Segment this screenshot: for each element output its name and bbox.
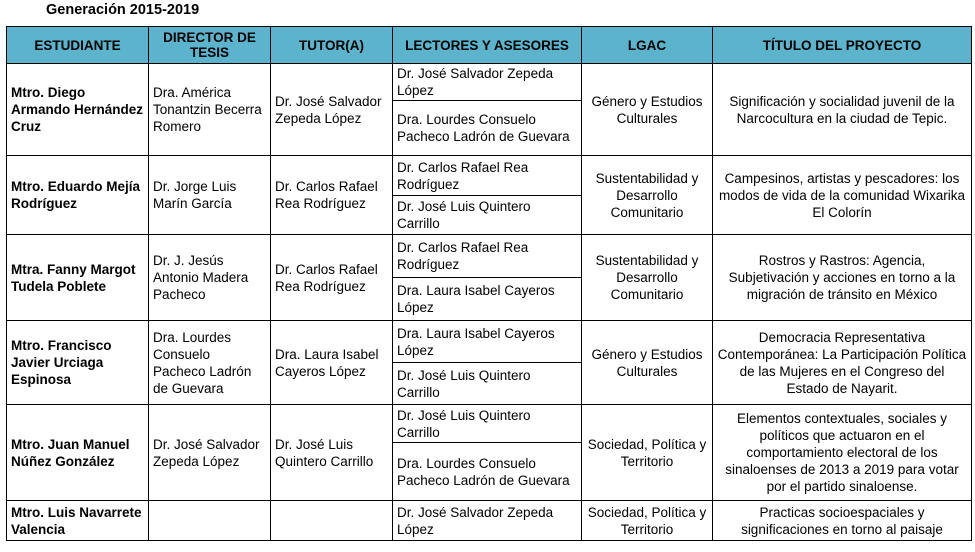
reader: Dra. Laura Isabel Cayeros López bbox=[393, 321, 582, 363]
tutor: Dr. José Luis Quintero Carrillo bbox=[271, 405, 393, 501]
thesis-director: Dra. Lourdes Consuelo Pacheco Ladrón de Guevara bbox=[149, 321, 271, 405]
table-row bbox=[7, 501, 972, 541]
project-title: Rostros y Rastros: Agencia, Subjetivación y acciones en torno a la migración de tránsito en México bbox=[713, 235, 972, 321]
student-name: Mtra. Fanny Margot Tudela Poblete bbox=[7, 235, 149, 321]
thesis-director bbox=[149, 501, 271, 541]
lgac: Género y Estudios Culturales bbox=[582, 321, 713, 405]
generation-title: Generación 2015-2019 bbox=[46, 2, 200, 18]
reader: Dr. José Salvador Zepeda López bbox=[393, 64, 582, 101]
thesis-director: Dr. J. Jesús Antonio Madera Pacheco bbox=[149, 235, 271, 321]
table-row bbox=[7, 321, 972, 363]
reader: Dra. Laura Isabel Cayeros López bbox=[393, 278, 582, 321]
student-name: Mtro. Diego Armando Hernández Cruz bbox=[7, 64, 149, 156]
reader: Dr. José Luis Quintero Carrillo bbox=[393, 405, 582, 443]
reader: Dr. Carlos Rafael Rea Rodríguez bbox=[393, 235, 582, 278]
student-name: Mtro. Luis Navarrete Valencia bbox=[7, 501, 149, 541]
project-title: Elementos contextuales, sociales y políticos que actuaron en el comportamiento electoral de los sinaloenses de 2013 a 2019 para votar por el partido sinaloense. bbox=[713, 405, 972, 501]
reader: Dr. José Luis Quintero Carrillo bbox=[393, 363, 582, 405]
table-row bbox=[7, 156, 972, 196]
table-row bbox=[7, 405, 972, 443]
header-lgac: LGAC bbox=[582, 27, 713, 64]
tutor: Dr. José Salvador Zepeda López bbox=[271, 64, 393, 156]
tutor: Dra. Laura Isabel Cayeros López bbox=[271, 321, 393, 405]
lgac: Sustentabilidad y Desarrollo Comunitario bbox=[582, 235, 713, 321]
lgac: Sustentabilidad y Desarrollo Comunitario bbox=[582, 156, 713, 235]
lgac: Sociedad, Política y Territorio bbox=[582, 405, 713, 501]
header-readers: LECTORES Y ASESORES bbox=[393, 27, 582, 64]
thesis-director: Dr. José Salvador Zepeda López bbox=[149, 405, 271, 501]
reader: Dr. José Luis Quintero Carrillo bbox=[393, 196, 582, 235]
reader: Dra. Lourdes Consuelo Pacheco Ladrón de Guevara bbox=[393, 101, 582, 156]
reader: Dr. Carlos Rafael Rea Rodríguez bbox=[393, 156, 582, 196]
student-name: Mtro. Francisco Javier Urciaga Espinosa bbox=[7, 321, 149, 405]
table-row bbox=[7, 235, 972, 278]
project-title: Campesinos, artistas y pescadores: los modos de vida de la comunidad Wixarika El Colorín bbox=[713, 156, 972, 235]
header-tutor: TUTOR(A) bbox=[271, 27, 393, 64]
table-row bbox=[7, 64, 972, 101]
tutor bbox=[271, 501, 393, 541]
project-title: Practicas socioespaciales y significaciones en torno al paisaje bbox=[713, 501, 972, 541]
thesis-director: Dra. América Tonantzin Becerra Romero bbox=[149, 64, 271, 156]
header-student: ESTUDIANTE bbox=[7, 27, 149, 64]
reader: Dra. Lourdes Consuelo Pacheco Ladrón de Guevara bbox=[393, 443, 582, 501]
student-name: Mtro. Eduardo Mejía Rodríguez bbox=[7, 156, 149, 235]
student-name: Mtro. Juan Manuel Núñez González bbox=[7, 405, 149, 501]
header-row bbox=[7, 27, 972, 64]
tutor: Dr. Carlos Rafael Rea Rodríguez bbox=[271, 156, 393, 235]
lgac: Género y Estudios Culturales bbox=[582, 64, 713, 156]
reader: Dr. José Salvador Zepeda López bbox=[393, 501, 582, 541]
header-project: TÍTULO DEL PROYECTO bbox=[713, 27, 972, 64]
tutor: Dr. Carlos Rafael Rea Rodríguez bbox=[271, 235, 393, 321]
project-title: Significación y socialidad juvenil de la Narcocultura en la ciudad de Tepic. bbox=[713, 64, 972, 156]
project-title: Democracia Representativa Contemporánea: La Participación Política de las Mujeres en el Congreso del Estado de Nayarit. bbox=[713, 321, 972, 405]
thesis-director: Dr. Jorge Luis Marín García bbox=[149, 156, 271, 235]
thesis-table bbox=[6, 26, 972, 541]
header-director: DIRECTOR DE TESIS bbox=[149, 27, 271, 64]
lgac: Sociedad, Política y Territorio bbox=[582, 501, 713, 541]
